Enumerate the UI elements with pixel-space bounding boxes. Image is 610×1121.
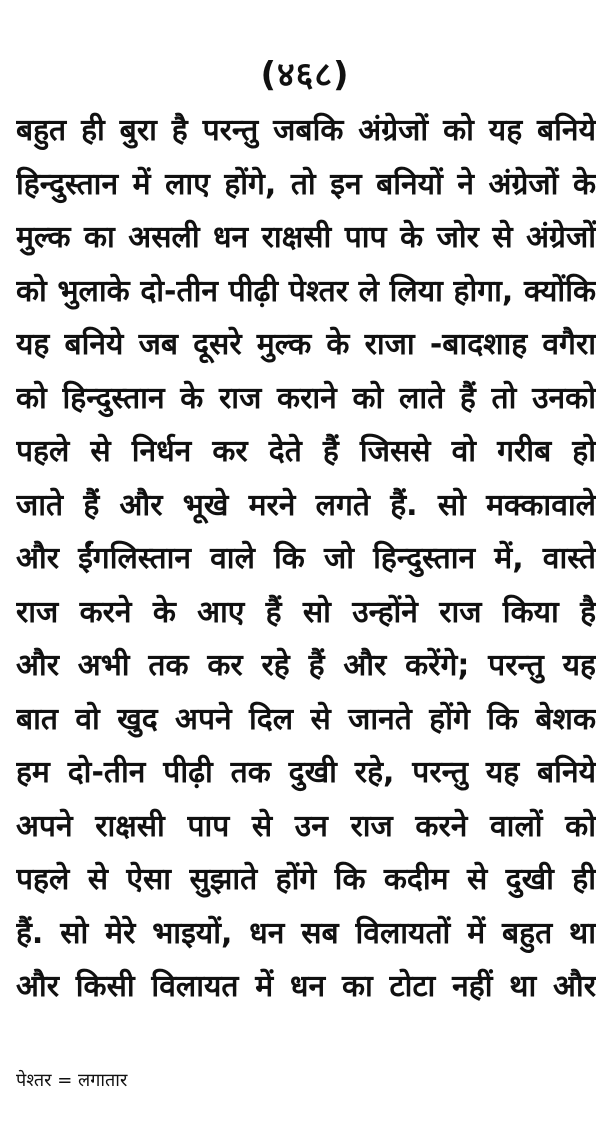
text-line: अपने राक्षसी पाप से उन राज करने वालों को [16, 808, 596, 844]
text-line: बात वो खुद अपने दिल से जानते होंगे कि बेशक [16, 701, 596, 737]
text-line: जाते हैं और भूखे मरने लगते हैं. सो मक्कावाले [16, 487, 596, 523]
text-line: हिन्दुस्तान में लाए होंगे, तो इन बनियों ने अंग्रेजों के [16, 166, 596, 202]
text-line: पहले से निर्धन कर देते हैं जिससे वो गरीब हो [16, 434, 596, 469]
text-line: हम दो-तीन पीढ़ी तक दुखी रहे, परन्तु यह बनिये [16, 755, 596, 790]
footnote: पेश्तर = लगातार [16, 1070, 128, 1091]
text-line: को हिन्दुस्तान के राज कराने को लाते हैं तो उनको [16, 380, 596, 416]
text-line: यह बनिये जब दूसरे मुल्क के राजा -बादशाह वगैरा [16, 327, 596, 362]
text-line: हैं. सो मेरे भाइयों, धन सब विलायतों में बहुत था [16, 915, 596, 951]
text-line: राज करने के आए हैं सो उन्होंने राज किया है [16, 594, 596, 630]
text-line: पहले से ऐसा सुझाते होंगे कि कदीम से दुखी ही [16, 862, 596, 897]
text-line: और किसी विलायत में धन का टोटा नहीं था और [16, 969, 596, 1004]
text-line: और अभी तक कर रहे हैं और करेंगे; परन्तु यह [16, 648, 596, 683]
text-line: और ईंगलिस्तान वाले कि जो हिन्दुस्तान में, वास्ते [16, 541, 596, 576]
page-number: (४६८) [260, 55, 350, 95]
body-text [16, 104, 596, 1014]
text-line: बहुत ही बुरा है परन्तु जबकि अंग्रेजों को यह बनिये [16, 113, 596, 148]
text-line: को भुलाके दो-तीन पीढ़ी पेश्तर ले लिया होगा, क्योंकि [16, 273, 596, 309]
text-line: मुल्क का असली धन राक्षसी पाप के जोर से अंग्रेजों [16, 220, 596, 255]
